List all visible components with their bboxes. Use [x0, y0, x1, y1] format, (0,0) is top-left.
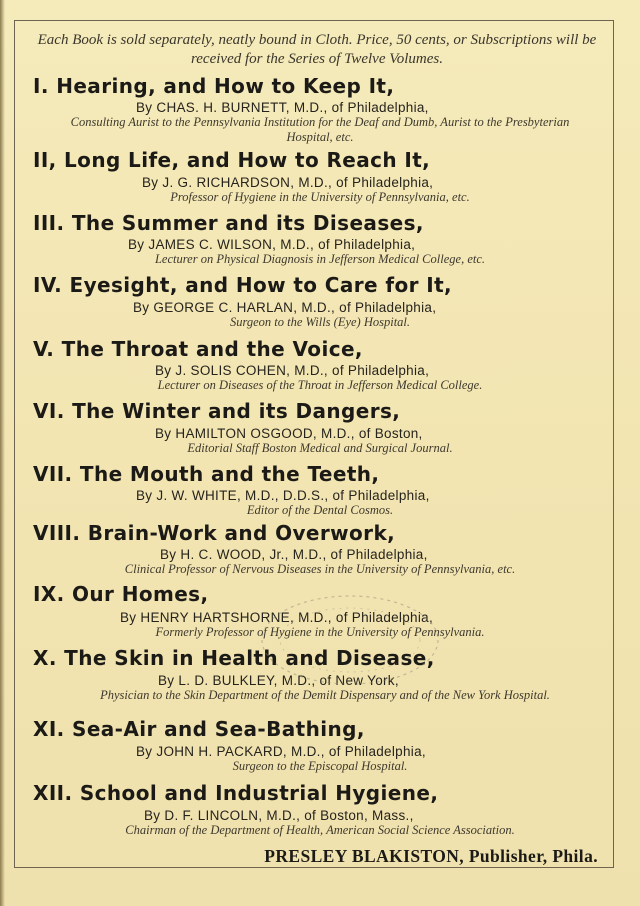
book-author: By HAMILTON OSGOOD, M.D., of Boston, — [155, 426, 423, 441]
author-description: Editorial Staff Boston Medical and Surgical Journal. — [187, 441, 453, 455]
book-title: II, Long Life, and How to Reach It, — [33, 148, 431, 172]
publisher-imprint: PRESLEY BLAKISTON, Publisher, Phila. — [264, 846, 598, 866]
author-description: Professor of Hygiene in the University of Pennsylvania, etc. — [170, 190, 470, 204]
author-description: Formerly Professor of Hygiene in the University of Pennsylvania. — [155, 625, 485, 639]
book-title: XI. Sea-Air and Sea-Bathing, — [33, 717, 365, 741]
author-description: Lecturer on Diseases of the Throat in Jefferson Medical College. — [157, 378, 483, 392]
book-title: V. The Throat and the Voice, — [33, 337, 363, 361]
book-author: By J. SOLIS COHEN, M.D., of Philadelphia, — [155, 363, 430, 378]
book-title: III. The Summer and its Diseases, — [33, 211, 424, 235]
book-title: I. Hearing, and How to Keep It, — [33, 74, 395, 98]
library-stamp-mark — [250, 585, 450, 695]
book-title: VI. The Winter and its Dangers, — [33, 399, 401, 423]
page-gutter-shadow — [0, 0, 5, 906]
author-description: Consulting Aurist to the Pennsylvania Institution for the Deaf and Dumb, Aurist to the Presbyterian Hospital, etc. — [70, 115, 570, 144]
book-author: By D. F. LINCOLN, M.D., of Boston, Mass., — [144, 808, 414, 823]
book-author: By JAMES C. WILSON, M.D., of Philadelphia, — [128, 237, 416, 252]
book-author: By GEORGE C. HARLAN, M.D., of Philadelphia, — [133, 300, 437, 315]
book-title: IX. Our Homes, — [33, 582, 209, 606]
book-title: XII. School and Industrial Hygiene, — [33, 781, 439, 805]
author-description: Physician to the Skin Department of the Demilt Dispensary and of the New York Hospital. — [100, 688, 550, 702]
book-author: By HENRY HARTSHORNE, M.D., of Philadelphia, — [120, 610, 434, 625]
book-author: By J. W. WHITE, M.D., D.D.S., of Philadelphia, — [136, 488, 430, 503]
author-description: Editor of the Dental Cosmos. — [246, 503, 394, 517]
book-title: VII. The Mouth and the Teeth, — [33, 462, 380, 486]
author-description: Chairman of the Department of Health, American Social Science Association. — [125, 823, 515, 837]
author-description: Surgeon to the Wills (Eye) Hospital. — [229, 315, 411, 329]
series-intro-text: Each Book is sold separately, neatly bound in Cloth. Price, 50 cents, or Subscriptions will be received for the Series of Twelve Volumes. — [37, 32, 597, 67]
book-title: X. The Skin in Health and Disease, — [33, 646, 435, 670]
book-title: VIII. Brain-Work and Overwork, — [33, 521, 396, 545]
book-author: By JOHN H. PACKARD, M.D., of Philadelphia, — [136, 744, 426, 759]
author-description: Surgeon to the Episcopal Hospital. — [232, 759, 408, 773]
book-author: By L. D. BULKLEY, M.D., of New York, — [158, 673, 399, 688]
book-author: By J. G. RICHARDSON, M.D., of Philadelphia, — [142, 175, 434, 190]
author-description: Lecturer on Physical Diagnosis in Jefferson Medical College, etc. — [154, 252, 486, 266]
book-title: IV. Eyesight, and How to Care for It, — [33, 273, 453, 297]
author-description: Clinical Professor of Nervous Diseases in the University of Pennsylvania, etc. — [124, 562, 516, 576]
book-author: By H. C. WOOD, Jr., M.D., of Philadelphia, — [160, 547, 428, 562]
book-author: By CHAS. H. BURNETT, M.D., of Philadelphia, — [136, 100, 429, 115]
